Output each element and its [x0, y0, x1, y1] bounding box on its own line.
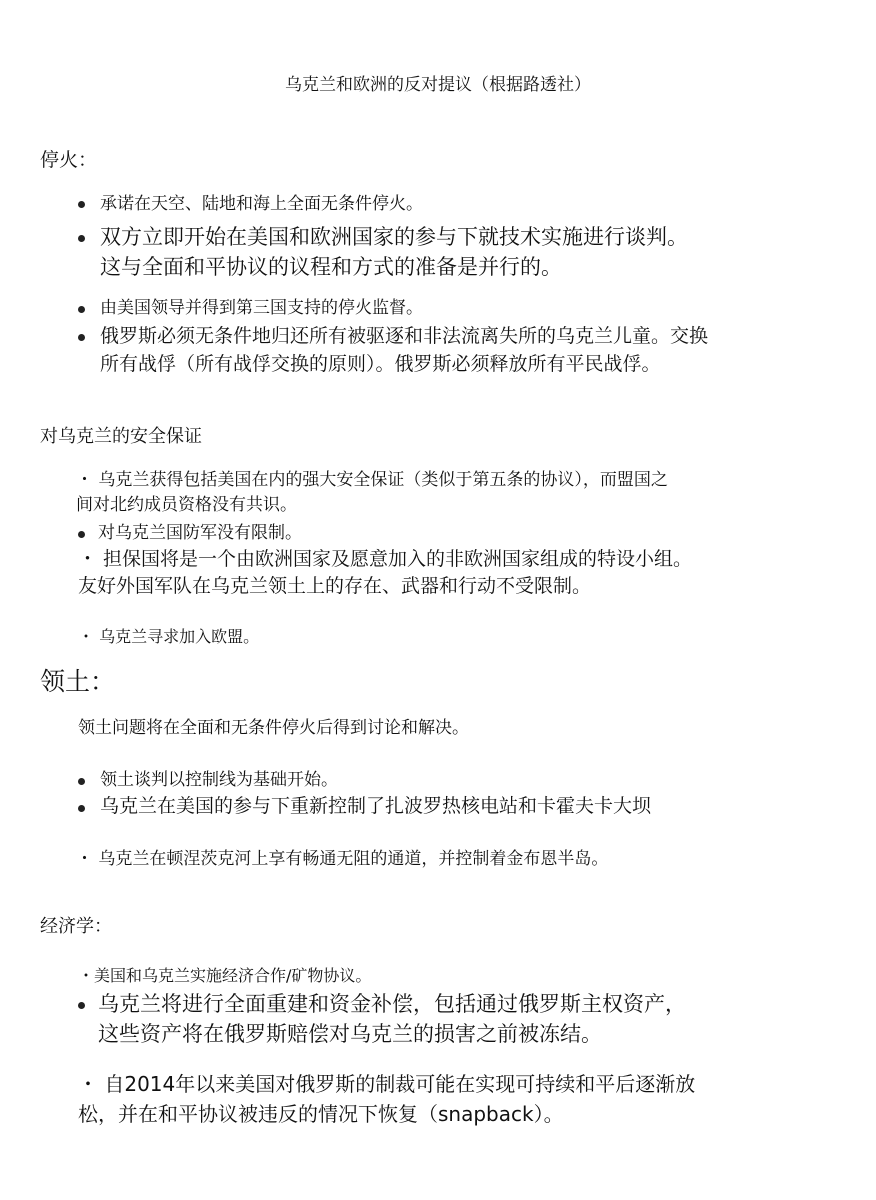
- ceasefire-item-1: 承诺在天空、陆地和海上全面无条件停火。: [100, 194, 423, 214]
- bullet-dot: [78, 778, 85, 785]
- ceasefire-item-3: 由美国领导并得到第三国支持的停火监督。: [100, 298, 423, 318]
- ceasefire-item-2-line-1: 双方立即开始在美国和欧洲国家的参与下就技术实施进行谈判。: [100, 225, 688, 249]
- security-item-3-line-1: ・ 担保国将是一个由欧洲国家及愿意加入的非欧洲国家组成的特设小组。: [78, 548, 693, 570]
- economy-item-3-line-1: ・ 自2014年以来美国对俄罗斯的制裁可能在实现可持续和平后逐渐放: [78, 1072, 696, 1096]
- ceasefire-item-4-line-2: 所有战俘（所有战俘交换的原则）。俄罗斯必须释放所有平民战俘。: [100, 353, 661, 375]
- security-item-2: 对乌克兰国防军没有限制。: [98, 523, 302, 543]
- section-heading-security: 对乌克兰的安全保证: [40, 426, 202, 447]
- security-item-3-line-2: 友好外国军队在乌克兰领土上的存在、武器和行动不受限制。: [78, 575, 592, 597]
- section-heading-ceasefire: 停火：: [40, 149, 98, 171]
- security-item-1-line-2: 间对北约成员资格没有共识。: [76, 495, 297, 515]
- section-heading-territory: 领土：: [40, 667, 116, 696]
- page-title: 乌克兰和欧洲的反对提议（根据路透社）: [285, 75, 591, 95]
- bullet-dot: [78, 805, 85, 812]
- territory-item-1: 领土问题将在全面和无条件停火后得到讨论和解决。: [78, 718, 469, 738]
- territory-item-4: ・ 乌克兰在顿涅茨克河上享有畅通无阻的通道，并控制着金布恩半岛。: [76, 849, 609, 869]
- economy-item-1: ・美国和乌克兰实施经济合作/矿物协议。: [78, 966, 372, 985]
- bullet-dot: [78, 1002, 85, 1009]
- ceasefire-item-2-line-2: 这与全面和平协议的议程和方式的准备是并行的。: [100, 255, 562, 279]
- bullet-dot: [78, 306, 85, 313]
- economy-item-2-line-2: 这些资产将在俄罗斯赔偿对乌克兰的损害之前被冻结。: [98, 1022, 602, 1046]
- ceasefire-item-4-line-1: 俄罗斯必须无条件地归还所有被驱逐和非法流离失所的乌克兰儿童。交换: [100, 325, 709, 347]
- security-item-4: ・ 乌克兰寻求加入欧盟。: [78, 627, 260, 646]
- security-item-1-line-1: ・ 乌克兰获得包括美国在内的强大安全保证（类似于第五条的协议），而盟国之: [76, 470, 668, 490]
- bullet-dot: [78, 235, 85, 242]
- bullet-dot: [78, 201, 85, 208]
- section-heading-economy: 经济学：: [40, 916, 112, 937]
- bullet-dot: [78, 334, 85, 341]
- economy-item-3-line-2: 松，并在和平协议被违反的情况下恢复（snapback）。: [78, 1102, 564, 1126]
- territory-item-2: 领土谈判以控制线为基础开始。: [100, 770, 338, 790]
- economy-item-2-line-1: 乌克兰将进行全面重建和资金补偿，包括通过俄罗斯主权资产，: [98, 992, 686, 1016]
- bullet-dot: [78, 531, 85, 538]
- territory-item-3: 乌克兰在美国的参与下重新控制了扎波罗热核电站和卡霍夫卡大坝: [100, 795, 652, 817]
